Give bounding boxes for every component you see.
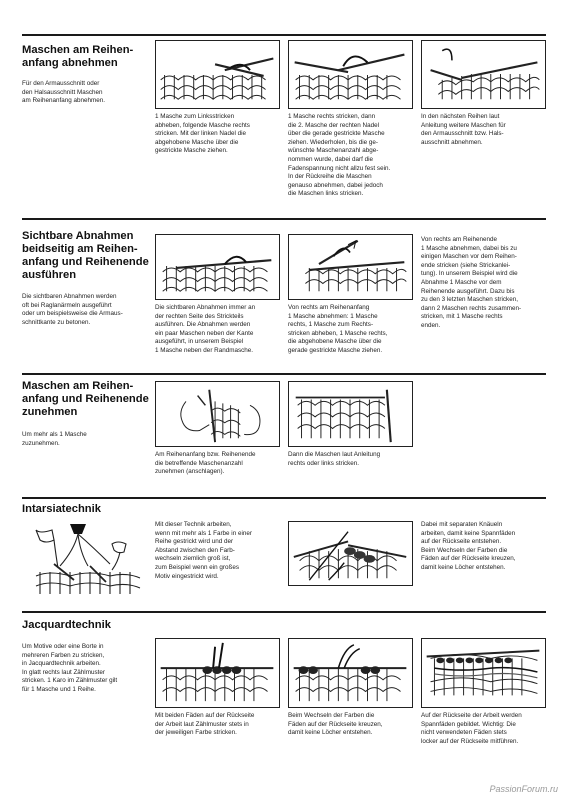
section-intro: Die sichtbaren Abnahmen werden oft bei Raglanärmeln ausgeführt oder um beispielsweise die Armaus- schnittkante zu betonen. [22,293,123,326]
figure-caption: Dabei mit separaten Knäueln arbeiten, damit keine Spannfäden auf der Rückseite entstehen. Beim Wechseln der Farben die Fäden auf der Rückseite kreuzen, damit keine Löcher entstehen. [421,521,516,571]
figure-caption: Mit dieser Technik arbeiten, wenn mit mehr als 1 Farbe in einer Reihe gestrickt wird und der Abstand zwischen den Farb- wechseln ziemlich groß ist, zum Beispiel wenn ein großes Motiv eingestrickt wird. [155,521,252,580]
section-rule [22,611,546,613]
knitting-decrease-edge-icon [421,40,546,109]
section-title: Maschen am Reihen- anfang abnehmen [22,44,134,69]
knitting-needles-bind-off-icon [155,40,280,109]
section-title: Intarsiatechnik [22,503,101,515]
section-rule [22,218,546,220]
knitting-increase-needle-icon [288,381,413,447]
figure-caption: Beim Wechseln der Farben die Fäden auf der Rückseite kreuzen, damit keine Löcher entstehen. [288,712,383,737]
section-rule [22,34,546,36]
section-title: Maschen am Reihen- anfang und Reihenende zunehmen [22,380,149,418]
jacquard-two-colors-icon [155,638,280,708]
figure-caption: 1 Masche zum Linksstricken abheben, folgende Masche rechts stricken. Mit der linken Nadel die abgehobene Masche über die gestrickte Masche ziehen. [155,113,250,155]
knitting-bind-off-pass-icon [288,40,413,109]
figure-caption: Auf der Rückseite der Arbeit werden Spannfäden gebildet. Wichtig: Die nicht verwendeten Fäden stets locker auf der Rückseite mitführen. [421,712,522,745]
figure-caption: Von rechts am Reihenanfang 1 Masche abnehmen: 1 Masche rechts, 1 Masche zum Rechts- stricken abheben, 1 Masche rechts, die abgehobene Masche über die gerade gestrickte Masche ziehen. [288,304,388,354]
section-intro: Um Motive oder eine Borte in mehreren Farben zu stricken, in Jacquardtechnik arbeiten. In glatt rechts laut Zählmuster stricken. 1 Karo im Zählmuster gilt für 1 Masche und 1 Reihe. [22,643,118,693]
figure-caption: Mit beiden Fäden auf der Rückseite der Arbeit laut Zählmuster stets in der jeweiligen Farbe stricken. [155,712,255,737]
figure-caption: Von rechts am Reihenende 1 Masche abnehmen, dabei bis zu einigen Maschen vor dem Reihen- ende stricken (siehe Strickanlei- tung). In unserem Beispiel wird die Abnahme 1 Masche vor dem Reihenende ausgeführt. Dazu bis zu den 3 letzten Maschen stricken, dann 2 Maschen rechts zusammen- stricken, mit 1 Masche rechts enden. [421,236,522,329]
jacquard-crossing-yarns-icon [288,638,413,708]
hands-casting-on-icon [155,381,280,447]
section-intro: Für den Armausschnitt oder den Halsausschnitt Maschen am Reihenanfang abnehmen. [22,80,105,105]
intarsia-crossed-yarns-icon [288,521,413,586]
yarn-bobbins-intarsia-icon [30,520,146,600]
jacquard-floats-back-icon [421,638,546,708]
section-rule [22,373,546,375]
section-title: Sichtbare Abnahmen beidseitig am Reihen- anfang und Reihenende ausführen [22,230,149,281]
watermark: PassionForum.ru [489,784,558,794]
section-intro: Um mehr als 1 Masche zuzunehmen. [22,431,87,447]
figure-caption: Dann die Maschen laut Anleitung rechts oder links stricken. [288,451,381,467]
figure-caption: In den nächsten Reihen laut Anleitung weitere Maschen für den Armausschnitt bzw. Hals- ausschnitt abnehmen. [421,113,506,146]
knitting-slip-stitch-icon [288,234,413,300]
figure-caption: Die sichtbaren Abnahmen immer an der rechten Seite des Strickteils ausführen. Die Abnahmen werden ein paar Maschen neben der Kante ausgeführt, in unserem Beispiel 1 Masche neben der Randmasche. [155,304,256,354]
section-rule [22,497,546,499]
figure-caption: 1 Masche rechts stricken, dann die 2. Masche der rechten Nadel über die gerade gestrickte Masche ziehen. Wiederholen, bis die ge- wünschte Maschenanzahl abge- nommen wurde, dabei darf die Fadenspannung nicht allzu fest sein. In der Rückreihe die Maschen genauso abnehmen, dabei jedoch die Maschen links stricken. [288,113,391,198]
figure-caption: Am Reihenanfang bzw. Reihenende die betreffende Maschenanzahl zunehmen (anschlagen). [155,451,256,476]
section-title: Jacquardtechnik [22,619,111,631]
knitting-visible-decrease-icon [155,234,280,300]
